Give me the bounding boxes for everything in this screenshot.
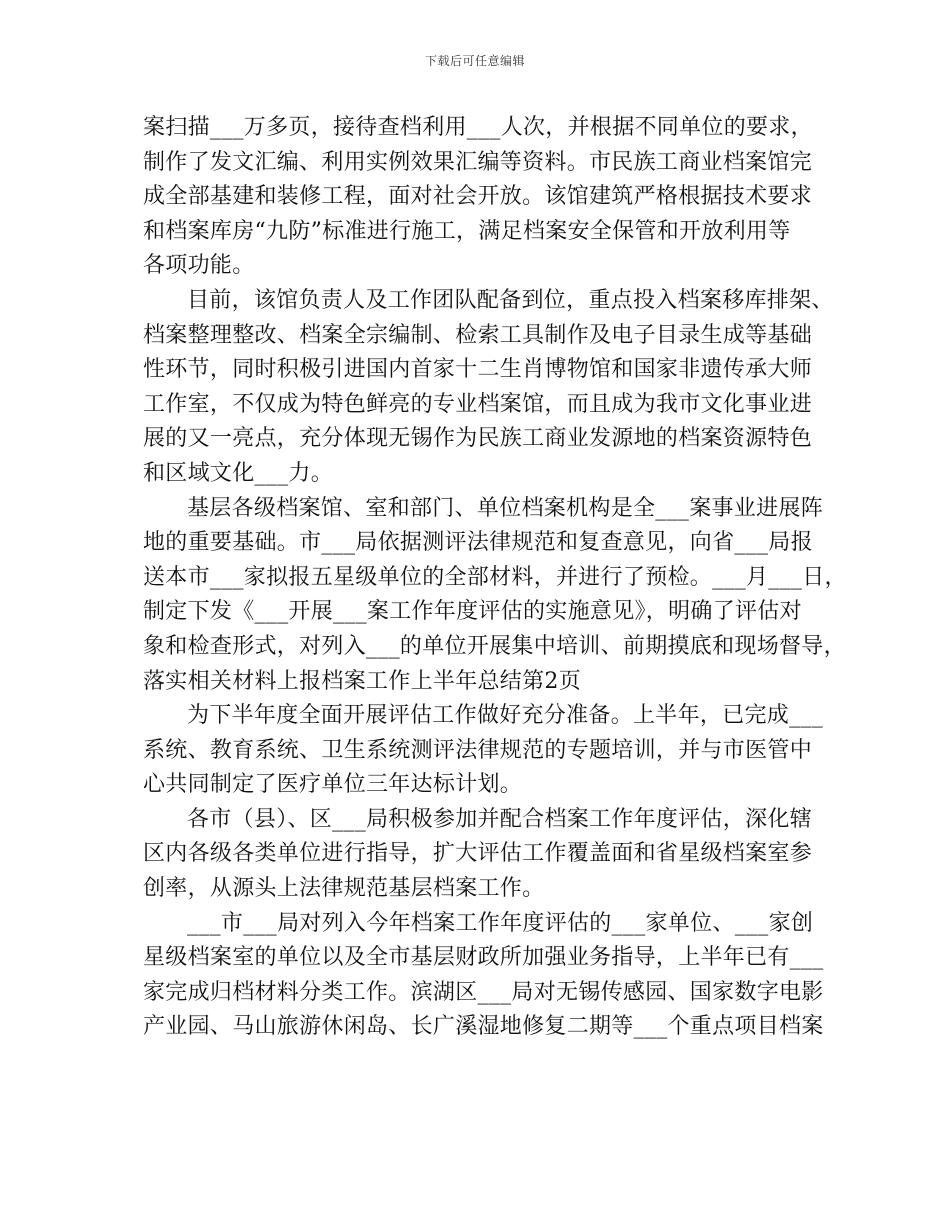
paragraph-line: 产业园、马山旅游休闲岛、长广溪湿地修复二期等___个重点项目档案 [143,1014,824,1040]
paragraph-2 [143,284,834,492]
paragraph-6 [143,907,824,1045]
paragraph-line: 落实相关材料上报档案工作上半年总结第2页 [143,668,581,694]
paragraph-line: 区内各级各类单位进行指导，扩大评估工作覆盖面和省星级档案室参 [143,841,813,867]
paragraph-line: 制定下发《___开展___案工作年度评估的实施意见》，明确了评估对 [143,599,802,625]
paragraph-line: 成全部基建和装修工程，面对社会开放。该馆建筑严格根据技术要求 [143,184,813,210]
paragraph-line: 展的又一亮点，充分体现无锡作为民族工商业发源地的档案资源特色 [143,426,813,452]
paragraph-line: 送本市___家拟报五星级单位的全部材料，并进行了预检。___月___日， [143,564,847,590]
paragraph-line: 工作室，不仅成为特色鲜亮的专业档案馆，而且成为我市文化事业进 [143,391,813,417]
paragraph-line: 创率，从源头上法律规范基层档案工作。 [143,876,545,902]
paragraph-line: 象和检查形式，对列入___的单位开展集中培训、前期摸底和现场督导， [143,633,846,659]
paragraph-line: 星级档案室的单位以及全市基层财政所加强业务指导，上半年已有___ [143,945,824,971]
paragraph-line: 家完成归档材料分类工作。滨湖区___局对无锡传感园、国家数字电影 [143,979,824,1005]
paragraph-line: 为下半年度全面开展评估工作做好充分准备。上半年，已完成___ [187,703,824,729]
paragraph-line: 各项功能。 [143,253,255,279]
paragraph-line: 各市（县）、区___局积极参加并配合档案工作年度评估，深化辖 [187,806,813,832]
paragraph-4 [143,699,824,803]
paragraph-line: 案扫描___万多页，接待查档利用___人次，并根据不同单位的要求， [143,115,813,140]
paragraph-5 [143,803,811,907]
paragraph-line: 制作了发文汇编、利用实例效果汇编等资料。市民族工商业档案馆完 [143,149,813,175]
paragraph-line: 和区域文化___力。 [143,460,334,486]
paragraph-line: 心共同制定了医疗单位三年达标计划。 [143,772,523,798]
paragraph-line: 档案整理整改、档案全宗编制、检索工具制作及电子目录生成等基础 [143,322,813,348]
page-header-note: 下载后可任意编辑 [424,54,525,68]
paragraph-line: 性环节，同时积极引进国内首家十二生肖博物馆和国家非遗传承大师 [143,357,813,383]
document-body [143,111,847,1045]
paragraph-line: 地的重要基础。市___局依据测评法律规范和复查意见，向省___局报 [143,530,813,556]
paragraph-1 [143,111,811,284]
paragraph-line: 和档案库房“九防”标准进行施工，满足档案安全保管和开放利用等 [143,218,791,244]
paragraph-3 [143,492,847,700]
paragraph-line: 系统、教育系统、卫生系统测评法律规范的专题培训，并与市医管中 [143,737,813,763]
paragraph-line: 基层各级档案馆、室和部门、单位档案机构是全___案事业进展阵 [187,495,824,521]
paragraph-line: ___市___局对列入今年档案工作年度评估的___家单位、___家创 [187,910,814,936]
paragraph-line: 目前，该馆负责人及工作团队配备到位，重点投入档案移库排架、 [187,287,834,313]
